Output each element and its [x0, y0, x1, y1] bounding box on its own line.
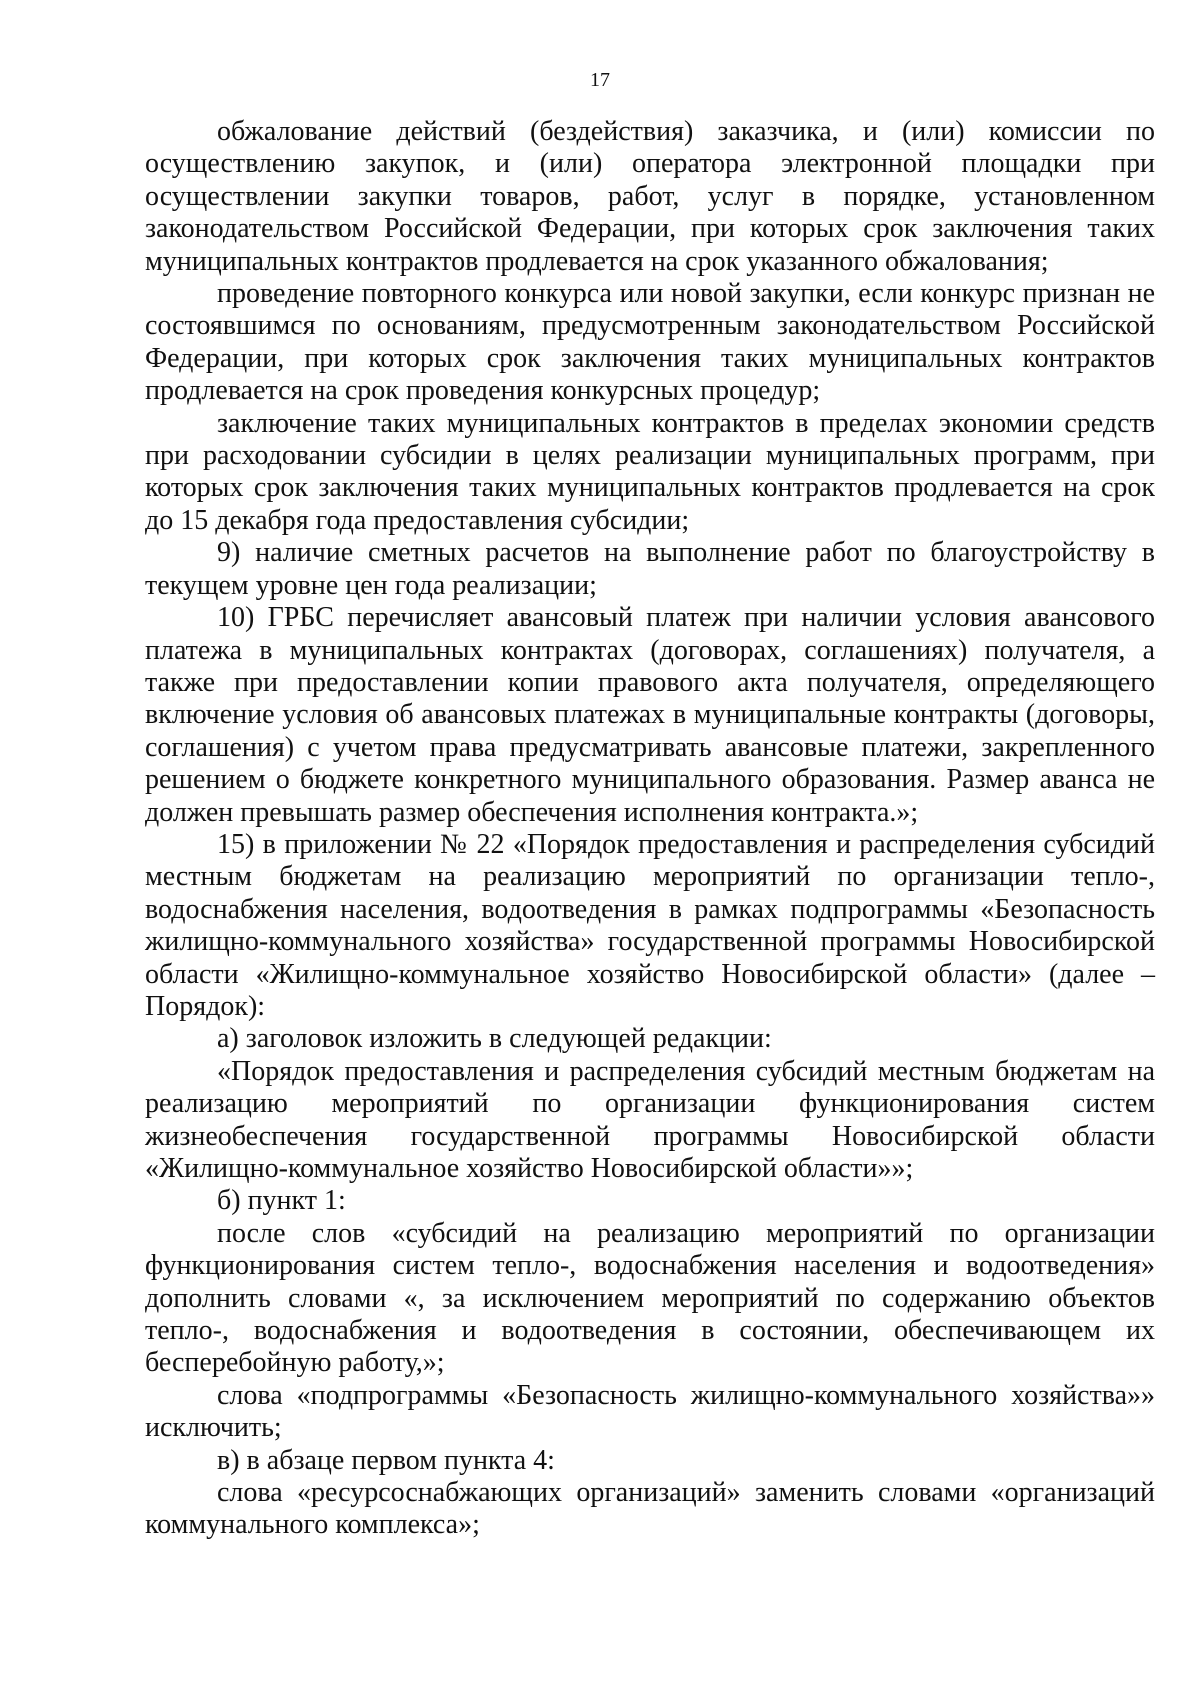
paragraph-savings: заключение таких муниципальных контрактов в пределах экономии средств при расходовании субсидии в целях реализации муниципальных программ, при которых срок заключения таких муниципальных контрактов продлевается на срок до 15 декабря года предоставления субсидии; [145, 407, 1155, 536]
paragraph-replace-words: слова «ресурсоснабжающих организаций» заменить словами «организаций коммунального комплекса»; [145, 1477, 1155, 1541]
paragraph-subitem-a: а) заголовок изложить в следующей редакции: [217, 1023, 772, 1055]
paragraph-subitem-b: б) пункт 1: [217, 1185, 346, 1217]
paragraph-exclude-words: слова «подпрограммы «Безопасность жилищно-коммунального хозяйства»» исключить; [145, 1379, 1155, 1444]
page-number: 17 [590, 69, 610, 91]
paragraph-repeat-tender: проведение повторного конкурса или новой закупки, если конкурс признан не состоявшимся по основаниям, предусмотренным законодательством Российской Федерации, при которых срок заключения таких муниципальных контрактов продлевается на срок проведения конкурсных процедур; [145, 278, 1155, 407]
paragraph-item-10: 10) ГРБС перечисляет авансовый платеж при наличии условия авансового платежа в муниципальных контрактах (договорах, соглашениях) получателя, а также при предоставлении копии правового акта получателя, определяющего включение условия об авансовых платежах в муниципальные контракты (договоры, соглашения) с учетом права предусматривать авансовые платежи, закрепленного решением о бюджете конкретного муниципального образования. Размер аванса не должен превышать размер обеспечения исполнения контракта.»; [145, 602, 1155, 828]
paragraph-subitem-v: в) в абзаце первом пункта 4: [217, 1444, 555, 1476]
paragraph-item-9: 9) наличие сметных расчетов на выполнение работ по благоустройству в текущем уровне цен года реализации; [145, 537, 1155, 601]
paragraph-item-15: 15) в приложении № 22 «Порядок предоставления и распределения субсидий местным бюджетам на реализацию мероприятий по организации тепло-, водоснабжения населения, водоотведения в рамках подпрограммы «Безопасность жилищно-коммунального хозяйства» государственной программы Новосибирской области «Жилищно-коммунальное хозяйство Новосибирской области» (далее – Порядок): [145, 828, 1155, 1022]
paragraph-new-title: «Порядок предоставления и распределения субсидий местным бюджетам на реализацию мероприятий по организации функционирования систем жизнеобеспечения государственной программы Новосибирской области «Жилищно-коммунальное хозяйство Новосибирской области»»; [145, 1055, 1155, 1184]
document-body [145, 116, 1155, 1542]
paragraph-after-words: после слов «субсидий на реализацию мероприятий по организации функционирования систем тепло-, водоснабжения населения и водоотведения» дополнить словами «, за исключением мероприятий по содержанию объектов тепло-, водоснабжения и водоотведения в состоянии, обеспечивающем их бесперебойную работу,»; [145, 1217, 1155, 1379]
paragraph-appeal: обжалование действий (бездействия) заказчика, и (или) комиссии по осуществлению закупок, и (или) оператора электронной площадки при осуществлении закупки товаров, работ, услуг в порядке, установленном законодательством Российской Федерации, при которых срок заключения таких муниципальных контрактов продлевается на срок указанного обжалования; [145, 116, 1155, 277]
